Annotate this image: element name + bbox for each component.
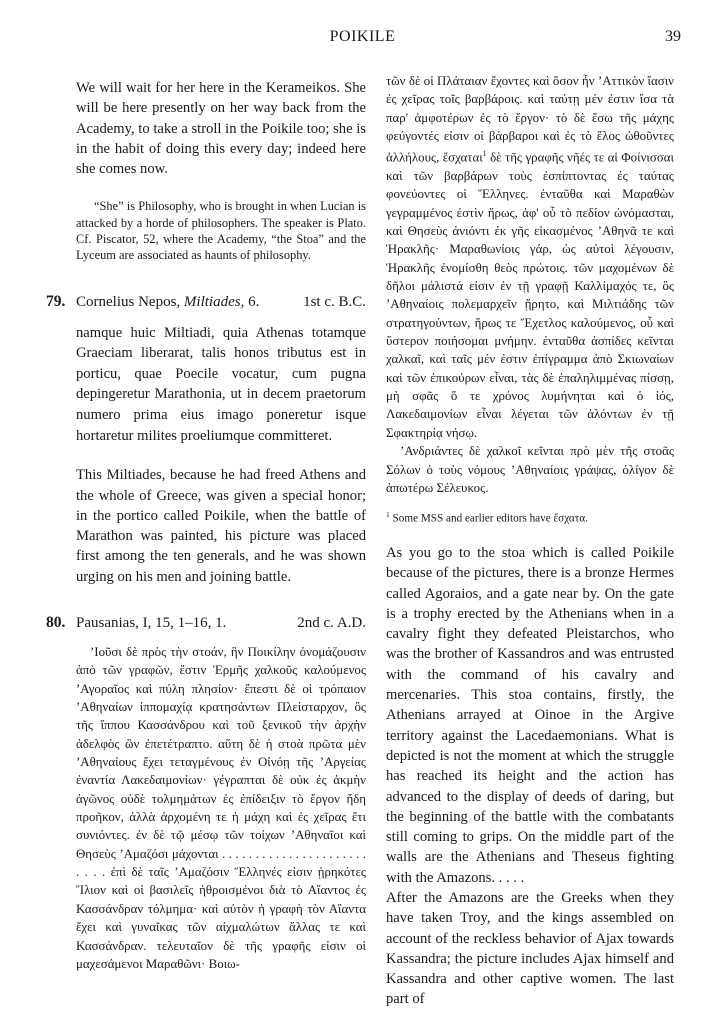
entry-79-heading xyxy=(46,292,366,312)
entry-date: 2nd c. A.D. xyxy=(297,615,366,632)
english-translation: This Miltiades, because he had freed Athens and the whole of Greece, was given a special honor; in the portico called Poikile, when the battle of Marathon was painted, his picture was placed first among the ten generals, and he was shown urging on his men and joining battle. xyxy=(76,467,366,585)
footnote xyxy=(386,507,674,527)
page-number: 39 xyxy=(665,28,681,45)
intro-paragraph: We will wait for her here in the Kerameikos. She will be here presently on her way back from the Academy, to take a stroll in the Poikile too; she is in the habit of doing this every day; indeed here she comes now. xyxy=(76,80,366,178)
entry-80-heading xyxy=(46,613,366,633)
right-column xyxy=(386,72,674,1010)
greek-paragraph-statues: ʼΑνδριάντες δὲ χαλκοῖ κεῖνται πρὸ μὲν τῆς στοᾶς Σόλων ὁ τοὺς νόμους ʼΑθηναίοις γράψας, ὀλίγον δὲ ἀπωτέρω Σέλευκος. xyxy=(386,444,674,495)
greek-text-continued xyxy=(386,72,674,442)
footnote-marker: 1 xyxy=(482,149,487,159)
entry-author: Cornelius Nepos, xyxy=(76,293,184,310)
running-title: POIKILE xyxy=(329,28,396,45)
footnote-text: Some MSS and earlier editors have ἔσχατα. xyxy=(389,512,588,525)
entry-citation: Pausanias, I, 15, 1–16, 1. xyxy=(76,615,227,632)
latin-text: namque huic Miltiadi, quia Athenas totamque Graeciam liberarat, talis honos tributus est in porticu, quae Poecile vocatur, cum pugna depingeretur Marathonia, ut in decem praetorum numero prima eius imago poneretur isque hortaretur milites proeliumque committeret. xyxy=(76,324,366,444)
greek-text-part: δὲ τῆς γραφῆς νῆές τε αἱ Φοίνισσαι καὶ τῶν βαρβάρων τοὺς ἐσπίπτοντας ἐς ταύτας φονεύοντες οἱ Ἕλληνες. ἐνταῦθα καὶ Μαραθὼν γεγραμμένος ἐστὶν ἥρως, ἀφ' οὗ τὸ πεδίον ὠνόμασται, καὶ Θησεὺς ἀνιόντι ἐκ γῆς εἰκασμένος ʼΑθηνᾶ τε καὶ Ἡρακλῆς· Μαραθωνίοις γάρ, ὡς αὐτοὶ λέγουσιν, Ἡρακλῆς ἐνομίσθη θεὸς πρώτοις. τῶν μαχομένων δὲ δῆλοι μάλιστά εἰσιν ἐν τῇ γραφῇ Καλλίμαχός τε, ὃς ʼΑθηναίοις πολεμαρχεῖν ᾕρητο, καὶ Μιλτιάδης τῶν στρατηγούντων, ἥρως τε Ἔχετλος καλούμενος, οὗ καὶ ὕστερον ποιήσομαι μνήμην. ἐνταῦθα ἀσπίδες κεῖνται χαλκαῖ, καὶ ταῖς μέν ἐστιν ἐπίγραμμα ἀπὸ Σκιωναίων καὶ τῶν ἐπικούρων εἶναι, τὰς δὲ ἐπαληλιμμένας πίσσῃ, μὴ σφᾶς ὅ τε χρόνος λυμήνηται καὶ ὁ ἰός, Λακεδαιμονίων εἶναι λέγεται τῶν ἁλόντων ἐν τῇ Σφακτηρίᾳ νήσῳ. xyxy=(386,150,674,440)
english-translation: As you go to the stoa which is called Poikile because of the pictures, there is a bronze Hermes called Agoraios, and a gate near by. On the gate is a trophy erected by the Athenians when in a cavalry fight they defeated Pleistarchos, who was the brother of Kassandros and was entrusted with the command of his cavalry and mercenaries. This stoa contains, firstly, the Athenians arrayed at Oinoe in the Argive territory against the Lacedaemonians. What is depicted is not the moment at which the struggle has reached its height and the action has advanced to the display of deeds of daring, but the beginning of the battle with the combatants still coming to grips. On the middle part of the walls are the Athenians and Theseus fighting with the Amazons. . . . . xyxy=(386,544,674,886)
entry-date: 1st c. B.C. xyxy=(303,293,366,310)
left-column xyxy=(46,78,366,973)
footnote-number: 1 xyxy=(386,510,390,520)
commentary-note: “She” is Philosophy, who is brought in when Lucian is attacked by a horde of philosophers. The speaker is Plato. Cf. Piscator, 52, where the Academy, “the Stoa” and the Lyceum are associated as haunts of philosophy. xyxy=(76,199,366,263)
greek-text: ʼΙοῦσι δὲ πρὸς τὴν στοάν, ἣν Ποικίλην ὀνομάζουσιν ἀπὸ τῶν γραφῶν, ἔστιν Ἑρμῆς χαλκοῦς καλούμενος ʼΑγοραῖος καὶ πύλη πλησίον· ἔπεστι δὲ οἱ τρόπαιον ʼΑθηναίων ἱππομαχίᾳ κρατησάντων Πλείσταρχον, ὃς τῆς ἵππου Κασσάνδρου καὶ τοῦ ξενικοῦ τὴν ἀρχὴν ἀδελφὸς ὢν ἐπετέτραπτο. αὕτη δὲ ἡ στοὰ πρῶτα μὲν ʼΑθηναίους ἔχει τεταγμένους ἐν Οἰνόῃ τῆς ʼΑργείας ἐναντία Λακεδαιμονίων· γέγραπται δὲ οὐκ ἐς ἀκμὴν ἀγῶνος οὐδὲ τολμημάτων ἐς ἐπίδειξιν τὸ ἔργον ἤδη προῆκον, ἀλλὰ ἀρχομένη τε ἡ μάχη καὶ ἐς χεῖρας ἔτι συνιόντες. ἐν δὲ τῷ μέσῳ τῶν τοίχων ʼΑθηναῖοι καὶ Θησεὺς ʼΑμαζόσι μάχονται . . . . . . . . . . . . . . . . . . . . . . . . . . ἐπὶ δὲ ταῖς ʼΑμαζόσιν Ἕλληνές εἰσιν ᾑρηκότες Ἴλιον καὶ οἱ βασιλεῖς ἠθροισμένοι διὰ τὸ Αἴαντος ἐς Κασσάνδραν τόλμημα· καὶ αὐτὸν ἡ γραφὴ τὸν Αἴαντα ἔχει καὶ γυναῖκας τῶν αἰχμαλώτων ἄλλας τε καὶ Κασσάνδραν. τελευταῖον δὲ τῆς γραφῆς εἰσιν οἱ μαχεσάμενοι Μαραθῶνι· Βοιω- xyxy=(76,645,366,971)
entry-number: 80. xyxy=(46,614,66,632)
entry-work-title: Miltiades xyxy=(183,293,241,310)
entry-number: 79. xyxy=(46,292,66,310)
page-header xyxy=(0,28,725,50)
entry-reference: , 6. xyxy=(240,293,260,310)
greek-text-part: τῶν δὲ οἱ Πλάταιαν ἔχοντες καὶ ὅσον ἦν ʼΑττικὸν ἴασιν ἐς χεῖρας τοῖς βαρβάροις. καὶ ταύτῃ μέν ἐστιν ἴσα τὰ παρ' ἀμφοτέρων ἐς τὸ ἔργον· τὸ δὲ ἔσω τῆς μάχης φεύγοντές εἰσιν οἱ βάρβαροι καὶ ἐς τὸ ἕλος ὠθοῦντες ἀλλήλους, ἔσχαται xyxy=(386,74,674,165)
english-translation-continued: After the Amazons are the Greeks when they have taken Troy, and the kings assembled on account of the reckless behavior of Ajax towards Kassandra; the picture includes Ajax himself and Kassandra and other captive women. The last part of xyxy=(386,889,674,1008)
